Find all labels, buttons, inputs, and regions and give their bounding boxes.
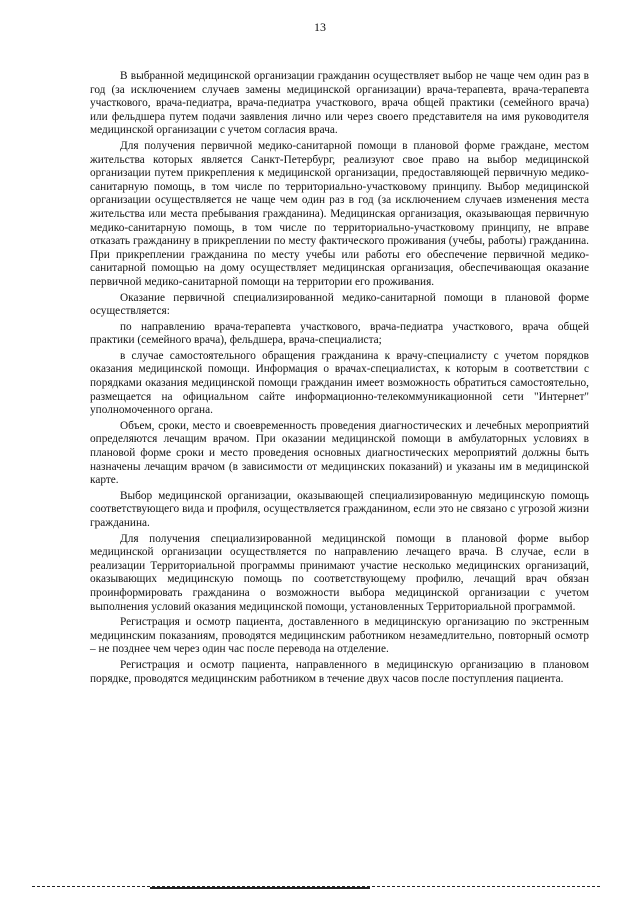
paragraph: Объем, сроки, место и своевременность проведения диагностических и лечебных мероприятий определяются лечащим врачом. При оказании медицинской помощи в амбулаторных условиях в плановой форме сроки и место проведения основных диагностических мероприятий должны быть назначены лечащим врачом (в зависимости от медицинских показаний) и указаны им в медицинской карте. — [90, 419, 589, 487]
footer-divider-bold — [150, 887, 370, 889]
paragraph: по направлению врача-терапевта участкового, врача-педиатра участкового, врача общей практики (семейного врача), фельдшера, врача-специалиста; — [90, 320, 589, 347]
paragraph: Выбор медицинской организации, оказывающей специализированную медицинскую помощь соответствующего вида и профиля, осуществляется гражданином, если это не связано с угрозой жизни гражданина. — [90, 489, 589, 529]
paragraph: Регистрация и осмотр пациента, доставленного в медицинскую организацию по экстренным медицинским показаниям, проводятся медицинским работником незамедлительно, повторный осмотр – не позднее чем через один час после перевода на отделение. — [90, 616, 589, 656]
paragraph: Для получения специализированной медицинской помощи в плановой форме выбор медицинской организации осуществляется по направлению лечащего врача. В случае, если в реализации Территориальной программы принимают участие несколько медицинских организаций, оказывающих медицинскую помощь по соответствующему профилю, лечащий врач обязан проинформировать гражданина о возможности выбора медицинской организации с учетом выполнения условий оказания медицинской помощи, установленных Территориальной программой. — [90, 532, 589, 613]
paragraph: Оказание первичной специализированной медико-санитарной помощи в плановой форме осуществляется: — [90, 291, 589, 318]
paragraph: Для получения первичной медико-санитарной помощи в плановой форме граждане, местом жительства которых является Санкт-Петербург, реализуют свое право на выбор медицинской организации путем прикрепления к медицинской организации, предоставляющей первичную медико-санитарную помощь, в том числе по территориально-участковому принципу. Выбор медицинской организации осуществляется не чаще чем один раз в год (за исключением случаев изменения места жительства или места пребывания гражданина). Медицинская организация, оказывающая первичную медико-санитарную помощь, в том числе по территориально-участковому принципу, не вправе отказать гражданину в прикреплении по месту фактического проживания (учебы, работы) гражданина. При прикреплении гражданина по месту учебы или работы его обеспечение первичной медико-санитарной помощью на дому осуществляет медицинская организация, обеспечивающая оказание первичной медико-санитарной помощи на территории его проживания. — [90, 139, 589, 288]
page-number: 13 — [314, 20, 326, 34]
paragraph: в случае самостоятельного обращения гражданина к врачу-специалисту с учетом порядков оказания медицинской помощи. Информация о врачах-специалистах, к которым в соответствии с порядками оказания медицинской помощи гражданин имеет возможность обратиться самостоятельно, размещается на официальном сайте информационно-телекоммуникационной сети "Интернет" уполномоченного органа. — [90, 349, 589, 417]
paragraph: В выбранной медицинской организации гражданин осуществляет выбор не чаще чем один раз в год (за исключением случаев замены медицинской организации) врача-терапевта, врача-терапевта участкового, врача-педиатра, врача-педиатра участкового, врача общей практики (семейного врача) или фельдшера путем подачи заявления лично или через своего представителя на имя руководителя медицинской организации с учетом согласия врача. — [90, 70, 589, 137]
paragraph: Регистрация и осмотр пациента, направленного в медицинскую организацию в плановом порядке, проводятся медицинским работником в течение двух часов после поступления пациента. — [90, 658, 589, 685]
document-body — [90, 70, 589, 688]
